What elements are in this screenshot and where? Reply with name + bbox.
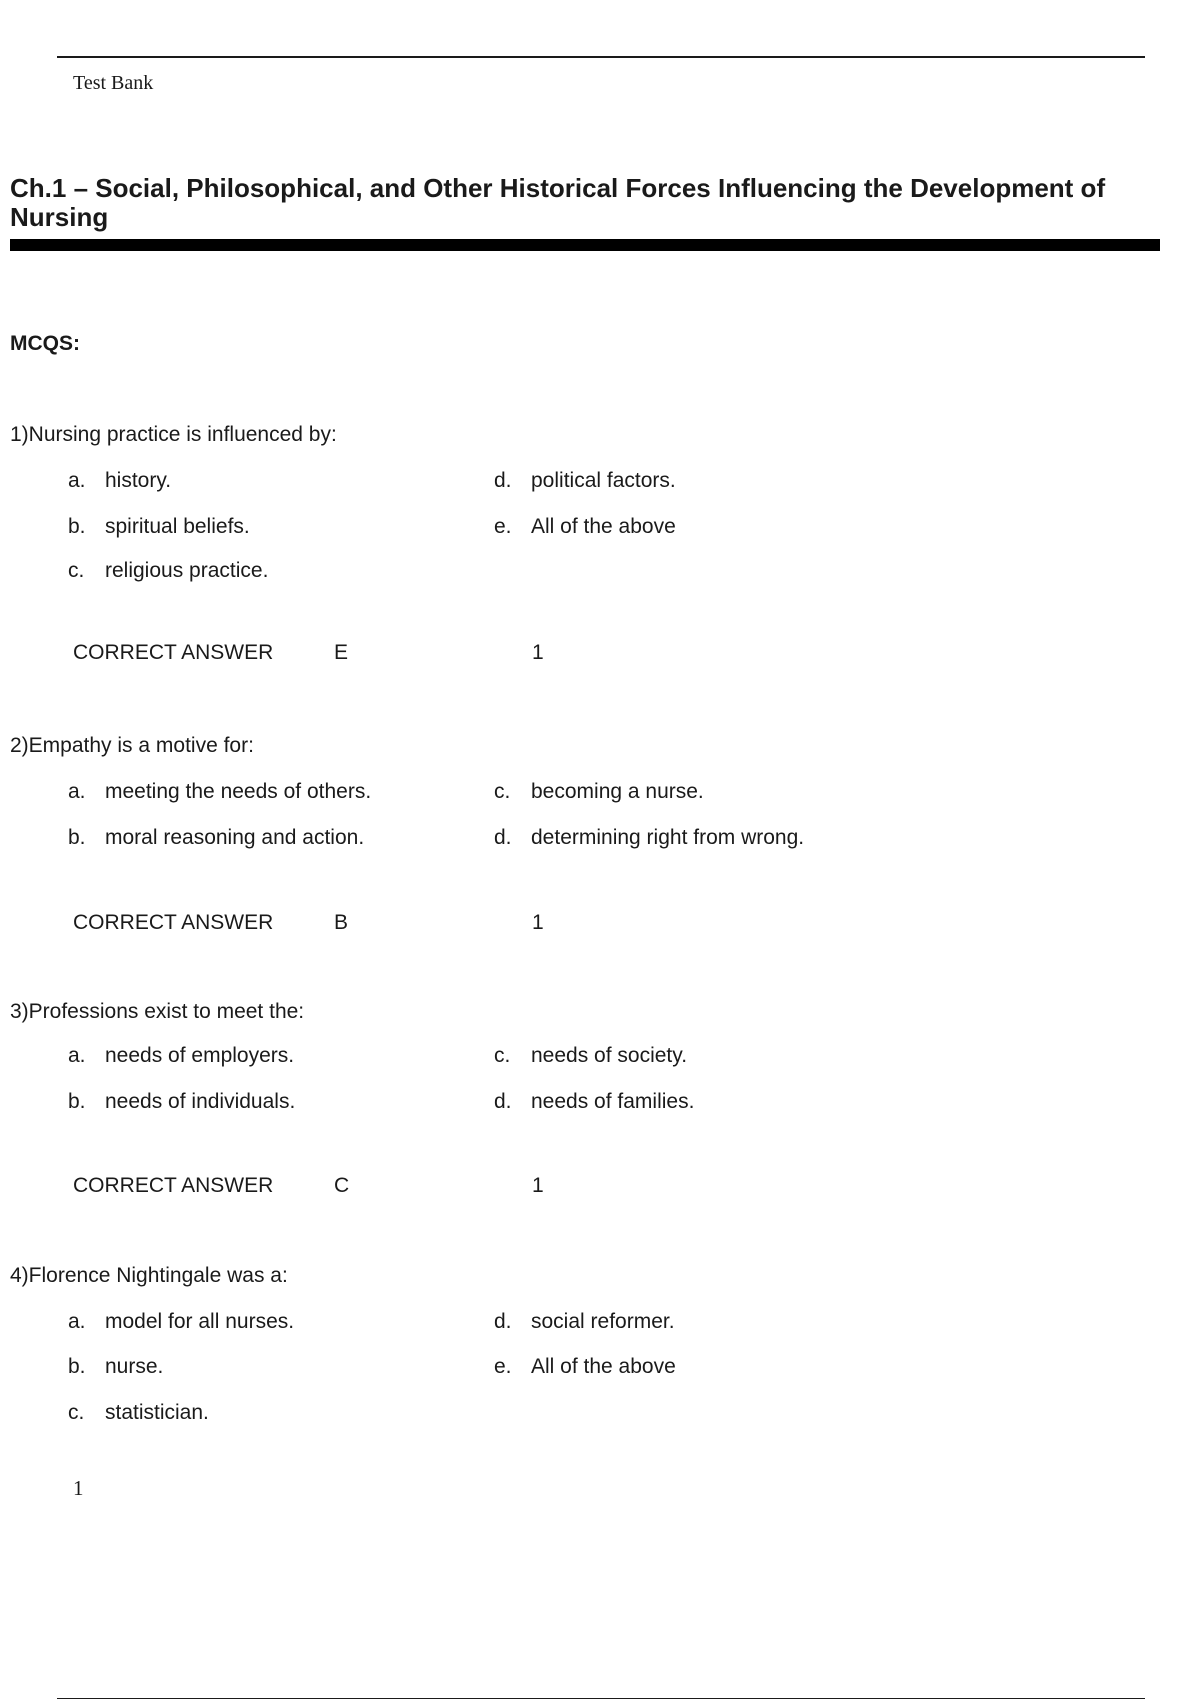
option-text: needs of employers. [105, 1044, 295, 1067]
option-letter: a. [68, 1044, 86, 1067]
option-d [494, 1090, 694, 1114]
question-stem: 2)Empathy is a motive for: [10, 734, 254, 757]
answer-points: 1 [532, 1174, 544, 1197]
option-a [68, 469, 171, 493]
question-4 [0, 1264, 1200, 1514]
option-letter: c. [494, 780, 511, 803]
section-label: MCQS: [10, 332, 80, 355]
option-text: determining right from wrong. [531, 826, 805, 849]
option-letter: a. [68, 469, 86, 492]
question-1 [0, 423, 1200, 673]
option-letter: c. [494, 1044, 511, 1067]
question-3 [0, 1000, 1200, 1250]
option-d [494, 826, 804, 850]
header-rule [57, 56, 1145, 58]
option-letter: d. [494, 469, 512, 492]
option-letter: c. [68, 1401, 85, 1424]
option-a [68, 1310, 294, 1334]
option-text: All of the above [531, 515, 676, 538]
answer-row [0, 1174, 700, 1202]
footer-rule [57, 1698, 1145, 1699]
answer-row [0, 911, 700, 939]
document-header: Test Bank [73, 72, 154, 94]
option-text: political factors. [531, 469, 676, 492]
option-letter: a. [68, 780, 86, 803]
option-text: history. [105, 469, 172, 492]
option-d [494, 1310, 675, 1334]
option-c [68, 559, 268, 583]
option-text: needs of society. [531, 1044, 688, 1067]
option-text: moral reasoning and action. [105, 826, 365, 849]
answer-label: CORRECT ANSWER [73, 1174, 274, 1197]
option-a [68, 1044, 294, 1068]
option-letter: e. [494, 515, 512, 538]
option-text: model for all nurses. [105, 1310, 295, 1333]
option-text: religious practice. [105, 559, 269, 582]
option-b [68, 515, 250, 539]
option-b [68, 826, 364, 850]
option-letter: d. [494, 1310, 512, 1333]
option-letter: b. [68, 1090, 86, 1113]
title-rule [10, 239, 1160, 251]
option-text: needs of families. [531, 1090, 695, 1113]
answer-label: CORRECT ANSWER [73, 641, 274, 664]
option-text: statistician. [105, 1401, 209, 1424]
answer-points: 1 [532, 911, 544, 934]
question-stem: 1)Nursing practice is influenced by: [10, 423, 337, 446]
option-letter: b. [68, 826, 86, 849]
chapter-title: Ch.1 – Social, Philosophical, and Other Historical Forces Influencing the Development of Nursing [10, 173, 1106, 232]
answer-points: 1 [532, 641, 544, 664]
option-text: meeting the needs of others. [105, 780, 372, 803]
option-letter: c. [68, 559, 85, 582]
question-stem: 4)Florence Nightingale was a: [10, 1264, 288, 1287]
option-letter: b. [68, 515, 86, 538]
option-c [68, 1401, 209, 1425]
option-text: becoming a nurse. [531, 780, 704, 803]
option-text: nurse. [105, 1355, 164, 1378]
option-text: spiritual beliefs. [105, 515, 250, 538]
option-c [494, 780, 704, 804]
option-a [68, 780, 371, 804]
option-letter: b. [68, 1355, 86, 1378]
option-d [494, 469, 676, 493]
answer-label: CORRECT ANSWER [73, 911, 274, 934]
option-letter: e. [494, 1355, 512, 1378]
option-text: social reformer. [531, 1310, 675, 1333]
answer-letter: B [334, 911, 349, 934]
answer-letter: C [334, 1174, 350, 1197]
option-text: needs of individuals. [105, 1090, 296, 1113]
answer-row [0, 641, 700, 669]
option-c [494, 1044, 687, 1068]
option-letter: d. [494, 826, 512, 849]
option-e [494, 1355, 676, 1379]
option-e [494, 515, 676, 539]
option-b [68, 1355, 163, 1379]
question-2 [0, 734, 1200, 984]
option-b [68, 1090, 295, 1114]
answer-letter: E [334, 641, 349, 664]
option-text: All of the above [531, 1355, 676, 1378]
page-number: 1 [73, 1476, 84, 1500]
option-letter: a. [68, 1310, 86, 1333]
question-stem: 3)Professions exist to meet the: [10, 1000, 305, 1023]
option-letter: d. [494, 1090, 512, 1113]
